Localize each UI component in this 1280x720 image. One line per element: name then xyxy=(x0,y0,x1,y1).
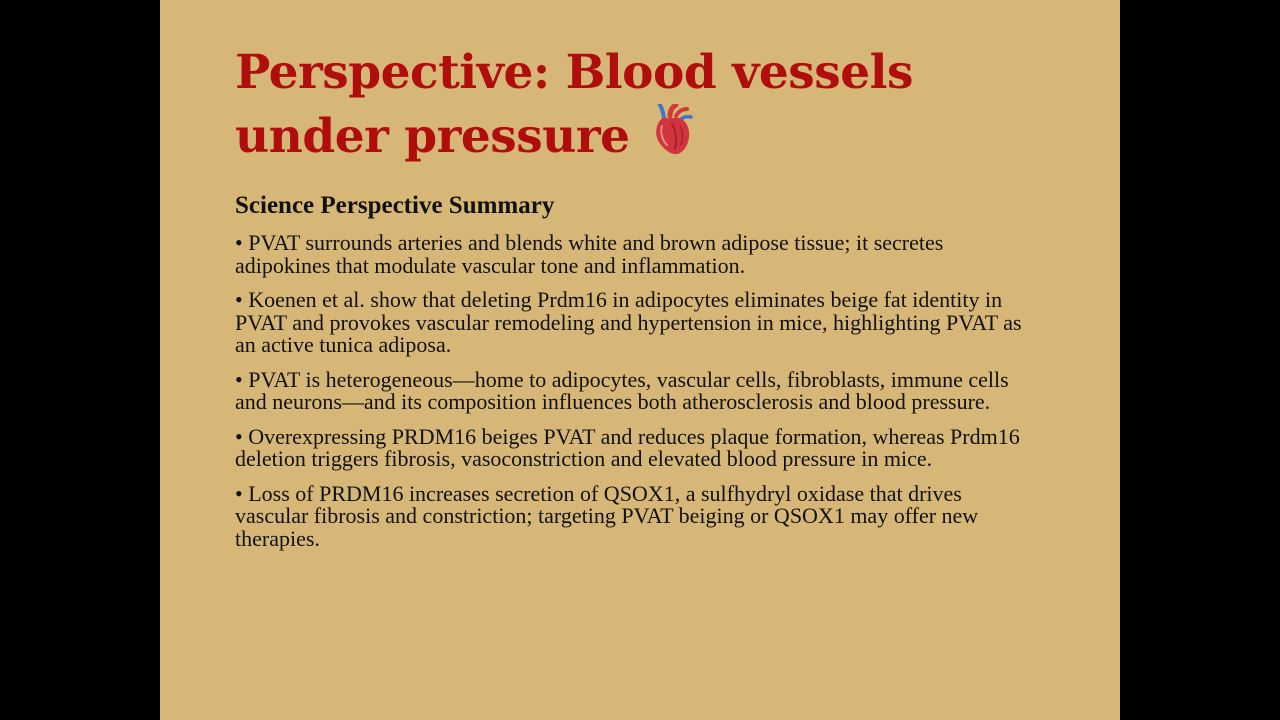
bullet-point: • PVAT surrounds arteries and blends white and brown adipose tissue; it secretes adipokines that modulate vascular tone and inflammation. xyxy=(235,230,944,278)
bullet-point: • Loss of PRDM16 increases secretion of QSOX1, a sulfhydryl oxidase that drives vascular fibrosis and constriction; targeting PVAT beiging or QSOX1 may offer new therapies. xyxy=(235,480,979,551)
slide-title xyxy=(235,42,1065,168)
summary-content xyxy=(235,190,1035,562)
bullet-point: • Koenen et al. show that deleting Prdm16 in adipocytes eliminates beige fat identity in PVAT and provokes vascular remodeling and hypertension in mice, highlighting PVAT as an active tunica adiposa. xyxy=(235,287,1022,357)
slide xyxy=(160,0,1120,720)
slide-title-text: Perspective: Blood vessels under pressure xyxy=(235,45,913,164)
summary-heading: Science Perspective Summary xyxy=(235,192,555,219)
bullet-point: • Overexpressing PRDM16 beiges PVAT and reduces plaque formation, whereas Prdm16 deletion triggers fibrosis, vasoconstriction and elevated blood pressure in mice. xyxy=(235,423,1020,471)
bullet-point: • PVAT is heterogeneous—home to adipocytes, vascular cells, fibroblasts, immune cells and neurons—and its composition influences both atherosclerosis and blood pressure. xyxy=(235,366,1009,414)
anatomical-heart-icon xyxy=(650,104,694,156)
